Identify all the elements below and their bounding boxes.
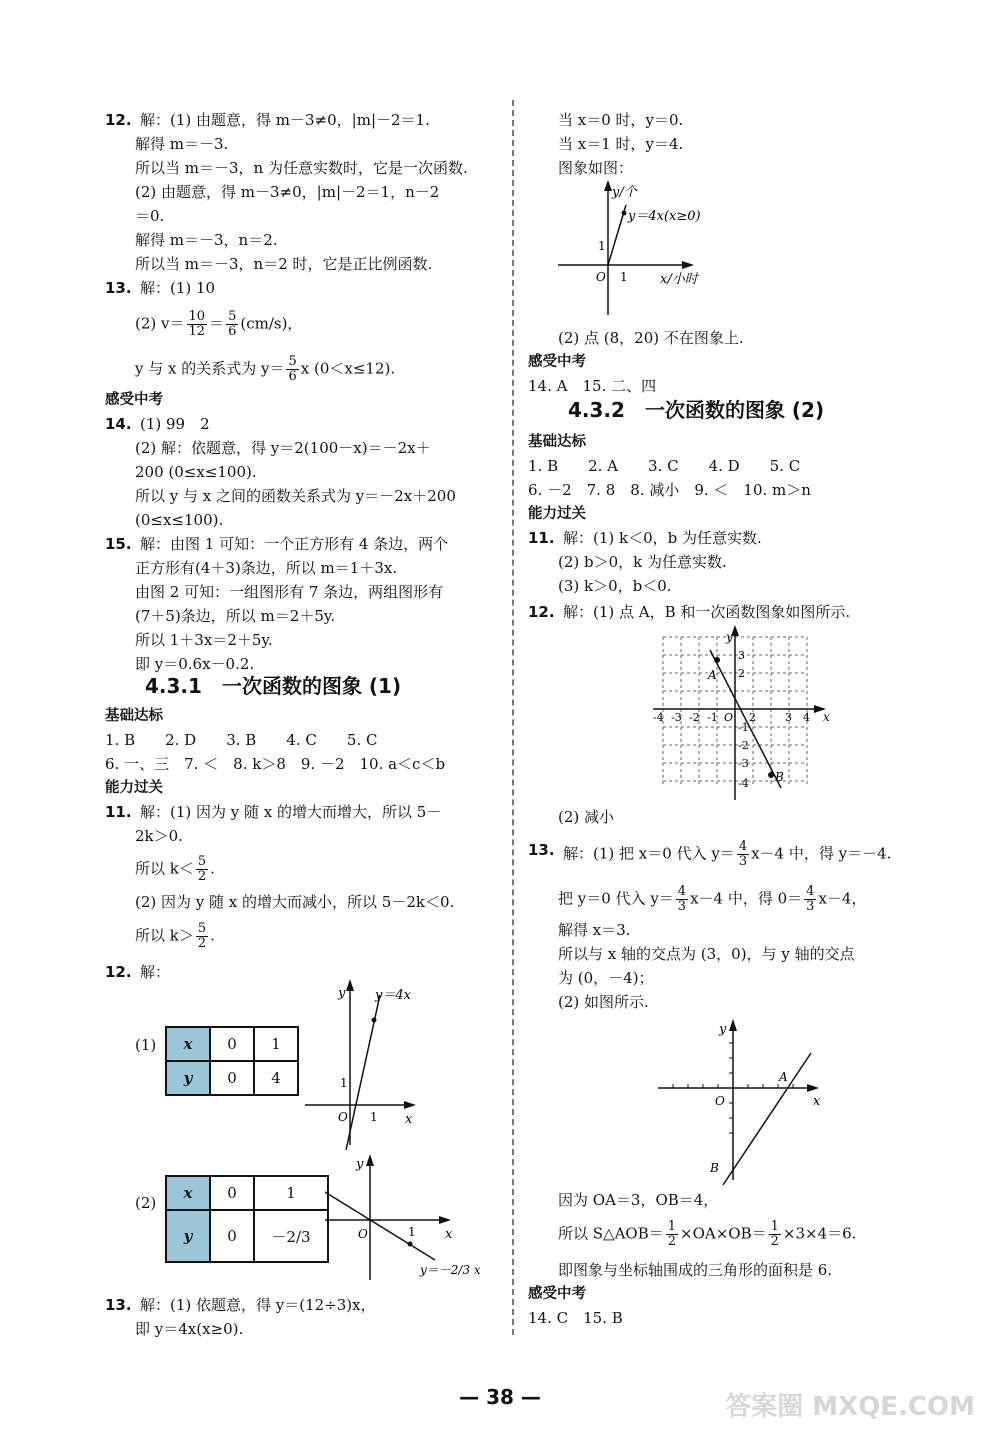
svg-text:x: x xyxy=(823,710,830,724)
text-line: (2) 减小 xyxy=(558,808,615,826)
q11-number: 11. xyxy=(105,803,132,821)
text-line: 所以当 m＝－3，n 为任意实数时，它是一次函数. xyxy=(135,159,468,177)
text-line: 为 (0，－4)； xyxy=(558,969,654,987)
section-heading: 感受中考 xyxy=(528,354,586,370)
svg-text:-4: -4 xyxy=(738,777,749,790)
svg-text:-3: -3 xyxy=(738,757,749,770)
answer-line: 1. B 2. A 3. C 4. D 5. C xyxy=(528,457,801,475)
text-line: 解：(1) 点 A，B 和一次函数图象如图所示. xyxy=(563,603,851,621)
part-label: (1) xyxy=(135,1036,157,1054)
page-number: — 38 — xyxy=(459,1385,541,1409)
svg-text:-2: -2 xyxy=(689,711,700,724)
text-line: 即 y＝4x(x≥0). xyxy=(135,1320,244,1338)
text-line: 解：(1) 依题意，得 y＝(12÷3)x， xyxy=(140,1296,376,1314)
svg-text:B: B xyxy=(775,770,784,784)
section-heading: 基础达标 xyxy=(528,434,586,450)
text-line: 即图象与坐标轴围成的三角形的面积是 6. xyxy=(558,1261,833,1279)
text-line: 所以 k＜ $\frac{5}{2}$ . xyxy=(135,854,215,884)
svg-text:x/小时: x/小时 xyxy=(660,272,698,287)
text-line: (2) 因为 y 随 x 的增大而减小，所以 5－2k＜0. xyxy=(135,893,455,911)
text-line: 所以 y 与 x 之间的函数关系式为 y＝－2x＋200 xyxy=(135,487,456,505)
text-line: (3) k＞0，b＜0. xyxy=(558,577,672,595)
section-title: 4.3.1 一次函数的图象 (1) xyxy=(145,674,402,698)
text-line: 解：(1) 把 x＝0 代入 y＝ $\frac{4}{3}$ x－4 中，得 y＝－4. xyxy=(563,839,892,869)
text-line: 解：(1) 由题意，得 m－3≠0，|m|－2＝1. xyxy=(140,111,430,129)
text-line: 解：由图 1 可知：一个正方形有 4 条边，两个 xyxy=(140,535,449,553)
svg-text:y: y xyxy=(719,1022,727,1037)
answer-line: 6. 一、三 7. ＜ 8. k＞8 9. －2 10. a＜c＜b xyxy=(105,755,446,773)
svg-text:3: 3 xyxy=(738,649,745,662)
watermark-logo: 答案圈 MXQE.COM xyxy=(725,1392,975,1422)
svg-text:2: 2 xyxy=(738,667,745,680)
svg-text:1: 1 xyxy=(598,239,606,253)
text-line: 正方形有(4＋3)条边，所以 m＝1＋3x. xyxy=(135,559,398,577)
svg-text:1: 1 xyxy=(408,1225,416,1239)
q14-number: 14. xyxy=(105,415,132,433)
answer-line: 14. C 15. B xyxy=(528,1309,623,1327)
q11-number: 11. xyxy=(528,529,555,547)
q13-number: 13. xyxy=(105,1296,132,1314)
svg-text:1: 1 xyxy=(370,1110,378,1124)
svg-text:y: y xyxy=(338,986,346,1001)
text-line: (0≤x≤100). xyxy=(135,511,224,529)
svg-text:y/个: y/个 xyxy=(612,185,637,200)
svg-text:y＝－2/3 x: y＝－2/3 x xyxy=(420,1263,481,1277)
q12-number: 12. xyxy=(105,963,132,981)
answer-line: 1. B 2. D 3. B 4. C 5. C xyxy=(105,731,378,749)
svg-text:O: O xyxy=(358,1227,368,1241)
graph-intercepts-A-B xyxy=(653,1015,828,1185)
svg-text:y＝4x: y＝4x xyxy=(375,988,411,1003)
q12-number: 12. xyxy=(528,603,555,621)
section-heading: 能力过关 xyxy=(528,506,586,522)
graph-y-neg-2-3x xyxy=(320,1150,485,1285)
svg-text:-2: -2 xyxy=(738,739,749,752)
svg-text:x: x xyxy=(405,1112,413,1127)
text-line: 当 x＝0 时，y＝0. xyxy=(558,111,684,129)
text-line: (2) 解：依题意，得 y＝2(100－x)＝－2x＋ xyxy=(135,439,431,457)
text-line: 200 (0≤x≤100). xyxy=(135,463,257,481)
value-table-1: x 0 1 y 0 4 xyxy=(165,1026,299,1096)
text-line: (2) 点 (8，20) 不在图象上. xyxy=(558,329,744,347)
svg-text:y: y xyxy=(726,630,733,644)
svg-text:y: y xyxy=(356,1157,364,1172)
svg-text:1: 1 xyxy=(620,270,628,284)
grid-graph-points-A-B xyxy=(648,625,833,805)
svg-text:-1: -1 xyxy=(738,721,749,734)
svg-text:y＝4x(x≥0): y＝4x(x≥0) xyxy=(628,209,701,224)
svg-text:-4: -4 xyxy=(653,711,664,724)
section-heading: 能力过关 xyxy=(105,780,163,796)
text-line: 解得 m＝－3. xyxy=(135,135,229,153)
column-divider xyxy=(512,100,514,1335)
section-heading: 感受中考 xyxy=(105,392,163,408)
svg-text:O: O xyxy=(724,711,734,724)
svg-text:A: A xyxy=(779,1070,788,1084)
text-line: ＝0. xyxy=(135,207,165,225)
text-line: (2) b＞0，k 为任意实数. xyxy=(558,553,727,571)
text-line: 所以 S△AOB＝ $\frac{1}{2}$ ×OA×OB＝ $\frac{1}{2}$ ×3×4＝6. xyxy=(558,1219,857,1249)
text-line: 当 x＝1 时，y＝4. xyxy=(558,135,684,153)
text-line: 把 y＝0 代入 y＝ $\frac{4}{3}$ x－4 中，得 0＝ $\frac{4}{3}$ x－4， xyxy=(558,884,867,914)
svg-text:O: O xyxy=(338,1110,348,1124)
q13-number: 13. xyxy=(105,279,132,297)
svg-text:O: O xyxy=(715,1094,725,1108)
text-line: 解得 x＝3. xyxy=(558,921,631,939)
q13-number: 13. xyxy=(528,841,555,859)
svg-text:-1: -1 xyxy=(707,711,718,724)
text-line: 解：(1) 因为 y 随 x 的增大而增大，所以 5－ xyxy=(140,803,442,821)
text-line: 由图 2 可知：一组图形有 7 条边，两组图形有 xyxy=(135,583,444,601)
svg-text:1: 1 xyxy=(340,1076,348,1090)
part-label: (2) xyxy=(135,1194,157,1212)
section-title: 4.3.2 一次函数的图象 (2) xyxy=(568,398,825,422)
text-line: 所以 1＋3x＝2＋5y. xyxy=(135,631,273,649)
text-line: (2) 如图所示. xyxy=(558,993,649,1011)
text-line: 解得 m＝－3，n＝2. xyxy=(135,231,278,249)
answer-line: 6. －2 7. 8 8. 减小 9. ＜ 10. m＞n xyxy=(528,481,811,499)
svg-text:3: 3 xyxy=(785,711,792,724)
svg-text:O: O xyxy=(596,270,606,284)
svg-text:-3: -3 xyxy=(671,711,682,724)
section-heading: 基础达标 xyxy=(105,708,163,724)
text-line: y 与 x 的关系式为 y＝ $\frac{5}{6}$ x (0＜x≤12). xyxy=(135,354,396,384)
section-heading: 感受中考 xyxy=(528,1286,586,1302)
text-line: 所以当 m＝－3，n＝2 时，它是正比例函数. xyxy=(135,255,433,273)
text-line: (2) v＝ $\frac{10}{12}$ ＝ $\frac{5}{6}$ (cm/s)， xyxy=(135,309,303,339)
text-line: 解：(1) k＜0，b 为任意实数. xyxy=(563,529,762,547)
text-line: (7＋5)条边，所以 m＝2＋5y. xyxy=(135,607,336,625)
value-table-2: x 0 1 y 0 －2/3 xyxy=(165,1175,329,1263)
svg-text:A: A xyxy=(708,668,717,682)
graph-y-4x xyxy=(300,975,420,1155)
text-line: 即 y＝0.6x－0.2. xyxy=(135,655,255,673)
svg-text:4: 4 xyxy=(803,711,810,724)
svg-text:B: B xyxy=(710,1161,719,1175)
text-line: 所以与 x 轴的交点为 (3，0)，与 y 轴的交点 xyxy=(558,945,855,963)
text-line: (1) 99 2 xyxy=(140,415,210,433)
q12-number: 12. xyxy=(105,111,132,129)
svg-text:x: x xyxy=(813,1094,821,1109)
graph-y-4x-x-ge-0 xyxy=(558,180,758,320)
text-line: 解：(1) 10 xyxy=(140,279,216,297)
text-line: 所以 k＞ $\frac{5}{2}$ . xyxy=(135,921,215,951)
text-line: 2k＞0. xyxy=(135,827,183,845)
text-line: 解： xyxy=(140,963,171,981)
text-line: (2) 由题意，得 m－3≠0，|m|－2＝1，n－2 xyxy=(135,183,440,201)
q15-number: 15. xyxy=(105,535,132,553)
answer-line: 14. A 15. 二、四 xyxy=(528,377,657,395)
svg-text:x: x xyxy=(445,1227,453,1242)
text-line: 图象如图： xyxy=(558,159,634,177)
svg-text:2: 2 xyxy=(749,711,756,724)
text-line: 因为 OA＝3，OB＝4， xyxy=(558,1191,719,1209)
